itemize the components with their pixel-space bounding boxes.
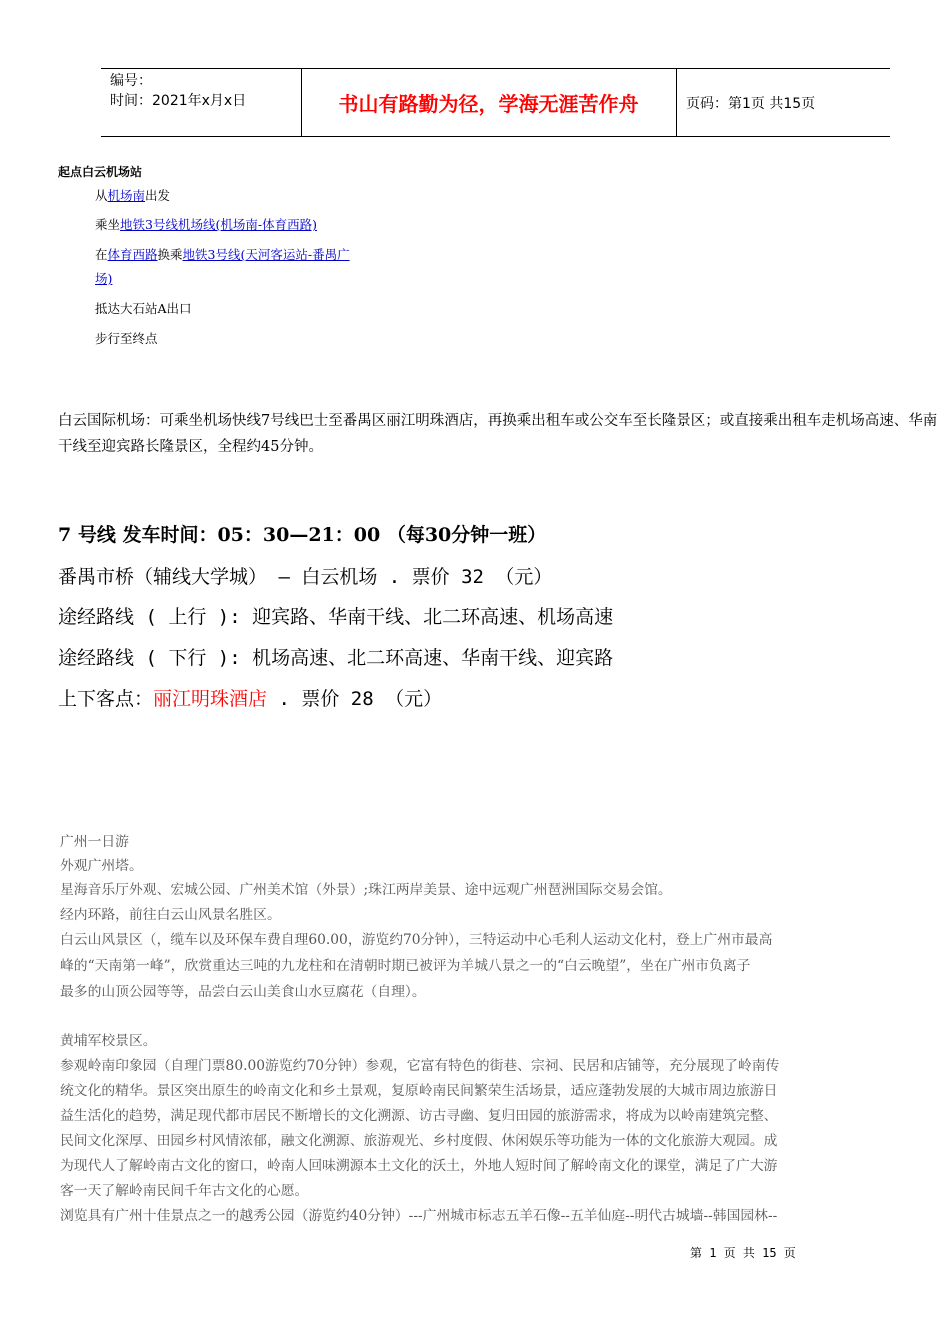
header-page-code: 页码：第1页 共15页 [686, 96, 816, 112]
header-divider [676, 69, 677, 136]
tour-line: 益生活化的趋势，满足现代都市居民不断增长的文化溯源、访古寻幽、复归田园的旅游需求，将成为以岭南建筑完整、 [60, 1108, 778, 1124]
tour-line: 统文化的精华。景区突出原生的岭南文化和乡土景观，复原岭南民间繁荣生活场景，适应蓬勃发展的大城市周边旅游日 [60, 1083, 778, 1099]
route-step-2: 乘坐地铁3号线机场线(机场南-体育西路) [95, 217, 317, 232]
metro-link-line3[interactable]: 地铁3号线(天河客运站-番禺广 [182, 247, 350, 262]
tour-line: 民间文化深厚、田园乡村风情浓郁，融文化溯源、旅游观光、乡村度假、休闲娱乐等功能为一体的文化旅游大观园。成 [60, 1133, 778, 1149]
number-label: 编号： [110, 73, 152, 89]
airport-intro-paragraph: 白云国际机场：可乘坐机场快线7号线巴士至番禺区丽江明珠酒店，再换乘出租车或公交车至长隆景区；或直接乘出租车走机场高速、华南干线至迎宾路长隆景区，全程约45分钟。 [58, 413, 938, 455]
tour-title: 广州一日游 [60, 834, 129, 850]
metro-link-line3-cont[interactable]: 场) [95, 271, 113, 286]
tour-line: 参观岭南印象园（自理门票80.00游览约70分钟）参观，它富有特色的街巷、宗祠、民居和店铺等，充分展现了岭南传 [60, 1058, 780, 1074]
header-meta [110, 71, 246, 111]
bus-route-down: 途经路线 ( 下行 ): 机场高速、北二环高速、华南干线、迎宾路 [58, 647, 614, 669]
route-step-5: 步行至终点 [95, 331, 158, 346]
bus-route-line: 番禺市桥（辅线大学城） – 白云机场 . 票价 32 （元） [58, 566, 553, 588]
route-step-3: 在体育西路换乘地铁3号线(天河客运站-番禺广 [95, 247, 350, 262]
tour-line: 白云山风景区（，缆车以及环保车费自理60.00，游览约70分钟），三特运动中心毛利人运动文化村，登上广州市最高 [60, 932, 773, 948]
bus-stop-line: 上下客点：丽江明珠酒店 . 票价 28 （元） [58, 688, 443, 710]
route-step-3-cont [95, 267, 112, 291]
bus-route-up: 途经路线 ( 上行 ): 迎宾路、华南干线、北二环高速、机场高速 [58, 606, 614, 628]
station-link-tiyuxilu[interactable]: 体育西路 [107, 247, 158, 262]
bus-schedule-title: 7 号线 发车时间：05：30—21：00 （每30分钟一班） [58, 524, 547, 546]
tour-line: 浏览具有广州十佳景点之一的越秀公园（游览约40分钟）---广州城市标志五羊石像--五羊仙庭--明代古城墙--韩国园林-- [60, 1208, 778, 1224]
metro-link-line3-airport[interactable]: 地铁3号线机场线(机场南-体育西路) [120, 217, 317, 232]
tour-line: 星海音乐厅外观、宏城公园、广州美术馆（外景）;珠江两岸美景、途中远观广州琶洲国际交易会馆。 [60, 882, 672, 898]
tour-line: 黄埔军校景区。 [60, 1033, 157, 1049]
station-link-jichangnan[interactable]: 机场南 [107, 188, 146, 203]
tour-line: 客一天了解岭南民间千年古文化的心愿。 [60, 1183, 309, 1199]
tour-line: 最多的山顶公园等等，品尝白云山美食山水豆腐花（自理）。 [60, 984, 426, 1000]
document-header [101, 68, 890, 137]
tour-line: 峰的“天南第一峰”，欣赏重达三吨的九龙柱和在清朝时期已被评为羊城八景之一的“白云晚望”，坐在广州市负离子 [60, 958, 751, 974]
time-label: 时间：2021年x月x日 [110, 93, 247, 109]
page-footer: 第 1 页 共 15 页 [690, 1246, 796, 1260]
header-motto: 书山有路勤为径，学海无涯苦作舟 [338, 92, 639, 116]
tour-line: 经内环路，前往白云山风景名胜区。 [60, 907, 281, 923]
tour-line: 外观广州塔。 [60, 858, 143, 874]
tour-line: 为现代人了解岭南古文化的窗口，岭南人回味溯源本土文化的沃土，外地人短时间了解岭南文化的课堂，满足了广大游 [60, 1158, 778, 1174]
route-title: 起点白云机场站 [58, 165, 143, 179]
route-step-1: 从机场南出发 [95, 188, 171, 203]
hotel-name: 丽江明珠酒店 [153, 688, 268, 710]
route-step-4: 抵达大石站A出口 [95, 301, 192, 316]
